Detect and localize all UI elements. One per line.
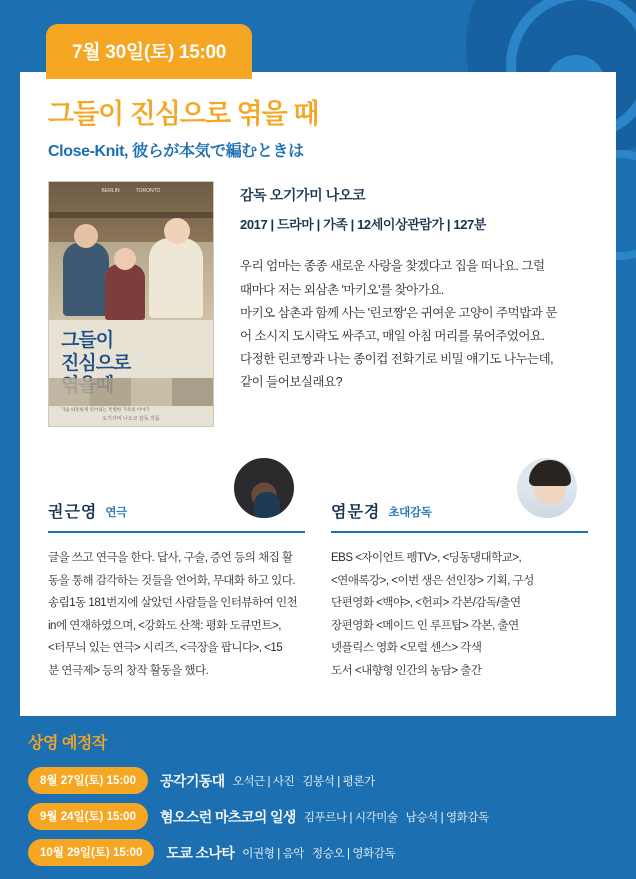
speaker-right-bio bbox=[331, 547, 588, 682]
upcoming-list bbox=[20, 767, 616, 866]
upcoming-person-1: 김푸르나 | 시각미술 bbox=[303, 811, 398, 824]
bio-line-4: 장편영화 <메이드 인 루프탑> 각본, 출연 bbox=[331, 619, 519, 632]
film-synopsis bbox=[240, 255, 588, 394]
poster-film-strip bbox=[49, 378, 213, 406]
film-title-original: Close-Knit, 彼らが本気で編むときは bbox=[48, 143, 304, 161]
list-item[interactable] bbox=[28, 803, 616, 830]
film-poster bbox=[48, 181, 214, 427]
avatar bbox=[231, 455, 297, 521]
speaker-left-role: 연극 bbox=[105, 507, 127, 520]
upcoming-date-badge: 10월 29일(토) 15:00 bbox=[28, 839, 154, 866]
film-title-korean: 그들이 진심으로 엮을 때 bbox=[48, 99, 319, 129]
poster-laurel-2: TORONTO bbox=[135, 188, 161, 195]
film-specs: 2017 | 드라마 | 가족 | 12세이상관람가 | 127분 bbox=[240, 217, 487, 233]
speaker-right-role: 초대감독 bbox=[388, 507, 432, 520]
poster-photo bbox=[49, 182, 213, 320]
upcoming-person-1: 이권형 | 음악 bbox=[242, 847, 305, 860]
bio-line-3: 단편영화 <백야>, <헌피> 각본/감독/출연 bbox=[331, 597, 521, 610]
upcoming-person-2: 김봉석 | 평론가 bbox=[302, 775, 375, 788]
speaker-right-name: 염문경 bbox=[331, 504, 381, 522]
film-meta bbox=[214, 181, 588, 427]
bio-line-6: 분 연극제> 등의 창작 활동을 했다. bbox=[48, 664, 209, 677]
upcoming-person-2: 정승오 | 영화감독 bbox=[312, 847, 396, 860]
speaker-left bbox=[48, 471, 305, 682]
upcoming-person-2: 남승석 | 영화감독 bbox=[405, 811, 489, 824]
list-item[interactable] bbox=[28, 767, 616, 794]
upcoming-film-title: 혐오스런 마츠코의 일생 bbox=[159, 808, 296, 825]
bio-line-2: 동을 통해 감각하는 것들을 언어화, 무대화 하고 있다. bbox=[48, 574, 296, 587]
poster-text-block bbox=[49, 320, 213, 426]
bio-line-2: <연애록강>, <이번 생은 선인장> 기획, 구성 bbox=[331, 574, 534, 587]
upcoming-date-badge: 9월 24일(토) 15:00 bbox=[28, 803, 148, 830]
upcoming-film-title: 공각기동대 bbox=[159, 772, 225, 789]
upcoming-title: 상영 예정작 bbox=[28, 735, 107, 752]
bio-line-5: <터무늬 있는 연극> 시리즈, <극장을 팝니다>, <15 bbox=[48, 642, 283, 655]
poster-credit: 오기가미 나오코 감독 작품 bbox=[102, 416, 160, 423]
synopsis-line-2: 때마다 저는 외삼촌 '마키오'를 찾아가요. bbox=[240, 282, 444, 297]
speakers-section bbox=[48, 471, 588, 682]
synopsis-line-1: 우리 엄마는 종종 새로운 사랑을 찾겠다고 집을 떠나요. 그럴 bbox=[240, 259, 545, 274]
poster-title-line-1: 그들이 bbox=[61, 330, 114, 352]
film-card bbox=[20, 72, 616, 716]
poster-laurels bbox=[49, 188, 213, 194]
speaker-left-bio bbox=[48, 547, 305, 682]
poster-title-line-2: 진심으로 bbox=[61, 352, 131, 374]
synopsis-line-5: 다정한 린코짱과 나는 종이컵 전화기로 비밀 얘기도 나누는데, bbox=[240, 351, 554, 366]
speaker-left-name: 권근영 bbox=[48, 504, 98, 522]
bio-line-4: in에 연재하였으며, <강화도 산책: 평화 도큐먼트>, bbox=[48, 619, 281, 632]
bio-line-5: 넷플릭스 영화 <모럴 센스> 각색 bbox=[331, 642, 482, 655]
synopsis-line-6: 같이 들어보실래요? bbox=[240, 375, 343, 390]
synopsis-line-3: 마키오 삼촌과 함께 사는 '린코짱'은 귀여운 고양이 주먹밥과 문 bbox=[240, 305, 557, 320]
upcoming-film-title: 도쿄 소나타 bbox=[166, 844, 235, 861]
film-details-row bbox=[48, 181, 588, 427]
bio-line-3: 송림1동 181번지에 살았던 사람들을 인터뷰하여 인천 bbox=[48, 597, 298, 610]
poster-laurel-1: BERLIN bbox=[101, 188, 120, 195]
upcoming-section bbox=[20, 730, 616, 875]
bio-line-1: EBS <자이언트 펭TV>, <딩동댕대학교>, bbox=[331, 552, 522, 565]
list-item[interactable] bbox=[28, 839, 616, 866]
poster-subtext: 가슴 따뜻하게 엮어내는 특별한 가족의 이야기 bbox=[61, 406, 150, 412]
upcoming-person-1: 오석근 | 사진 bbox=[232, 775, 295, 788]
avatar bbox=[514, 455, 580, 521]
bio-line-1: 글을 쓰고 연극을 한다. 답사, 구술, 증언 등의 채집 활 bbox=[48, 552, 293, 565]
upcoming-date-badge: 8월 27일(토) 15:00 bbox=[28, 767, 148, 794]
speaker-right bbox=[331, 471, 588, 682]
film-director: 감독 오기가미 나오코 bbox=[240, 187, 366, 204]
bio-line-6: 도서 <내향형 인간의 농담> 출간 bbox=[331, 664, 482, 677]
screening-date-badge: 7월 30일(토) 15:00 bbox=[46, 24, 252, 79]
synopsis-line-4: 어 소시지 도시락도 싸주고, 매일 아침 머리를 묶어주었어요. bbox=[240, 328, 545, 343]
